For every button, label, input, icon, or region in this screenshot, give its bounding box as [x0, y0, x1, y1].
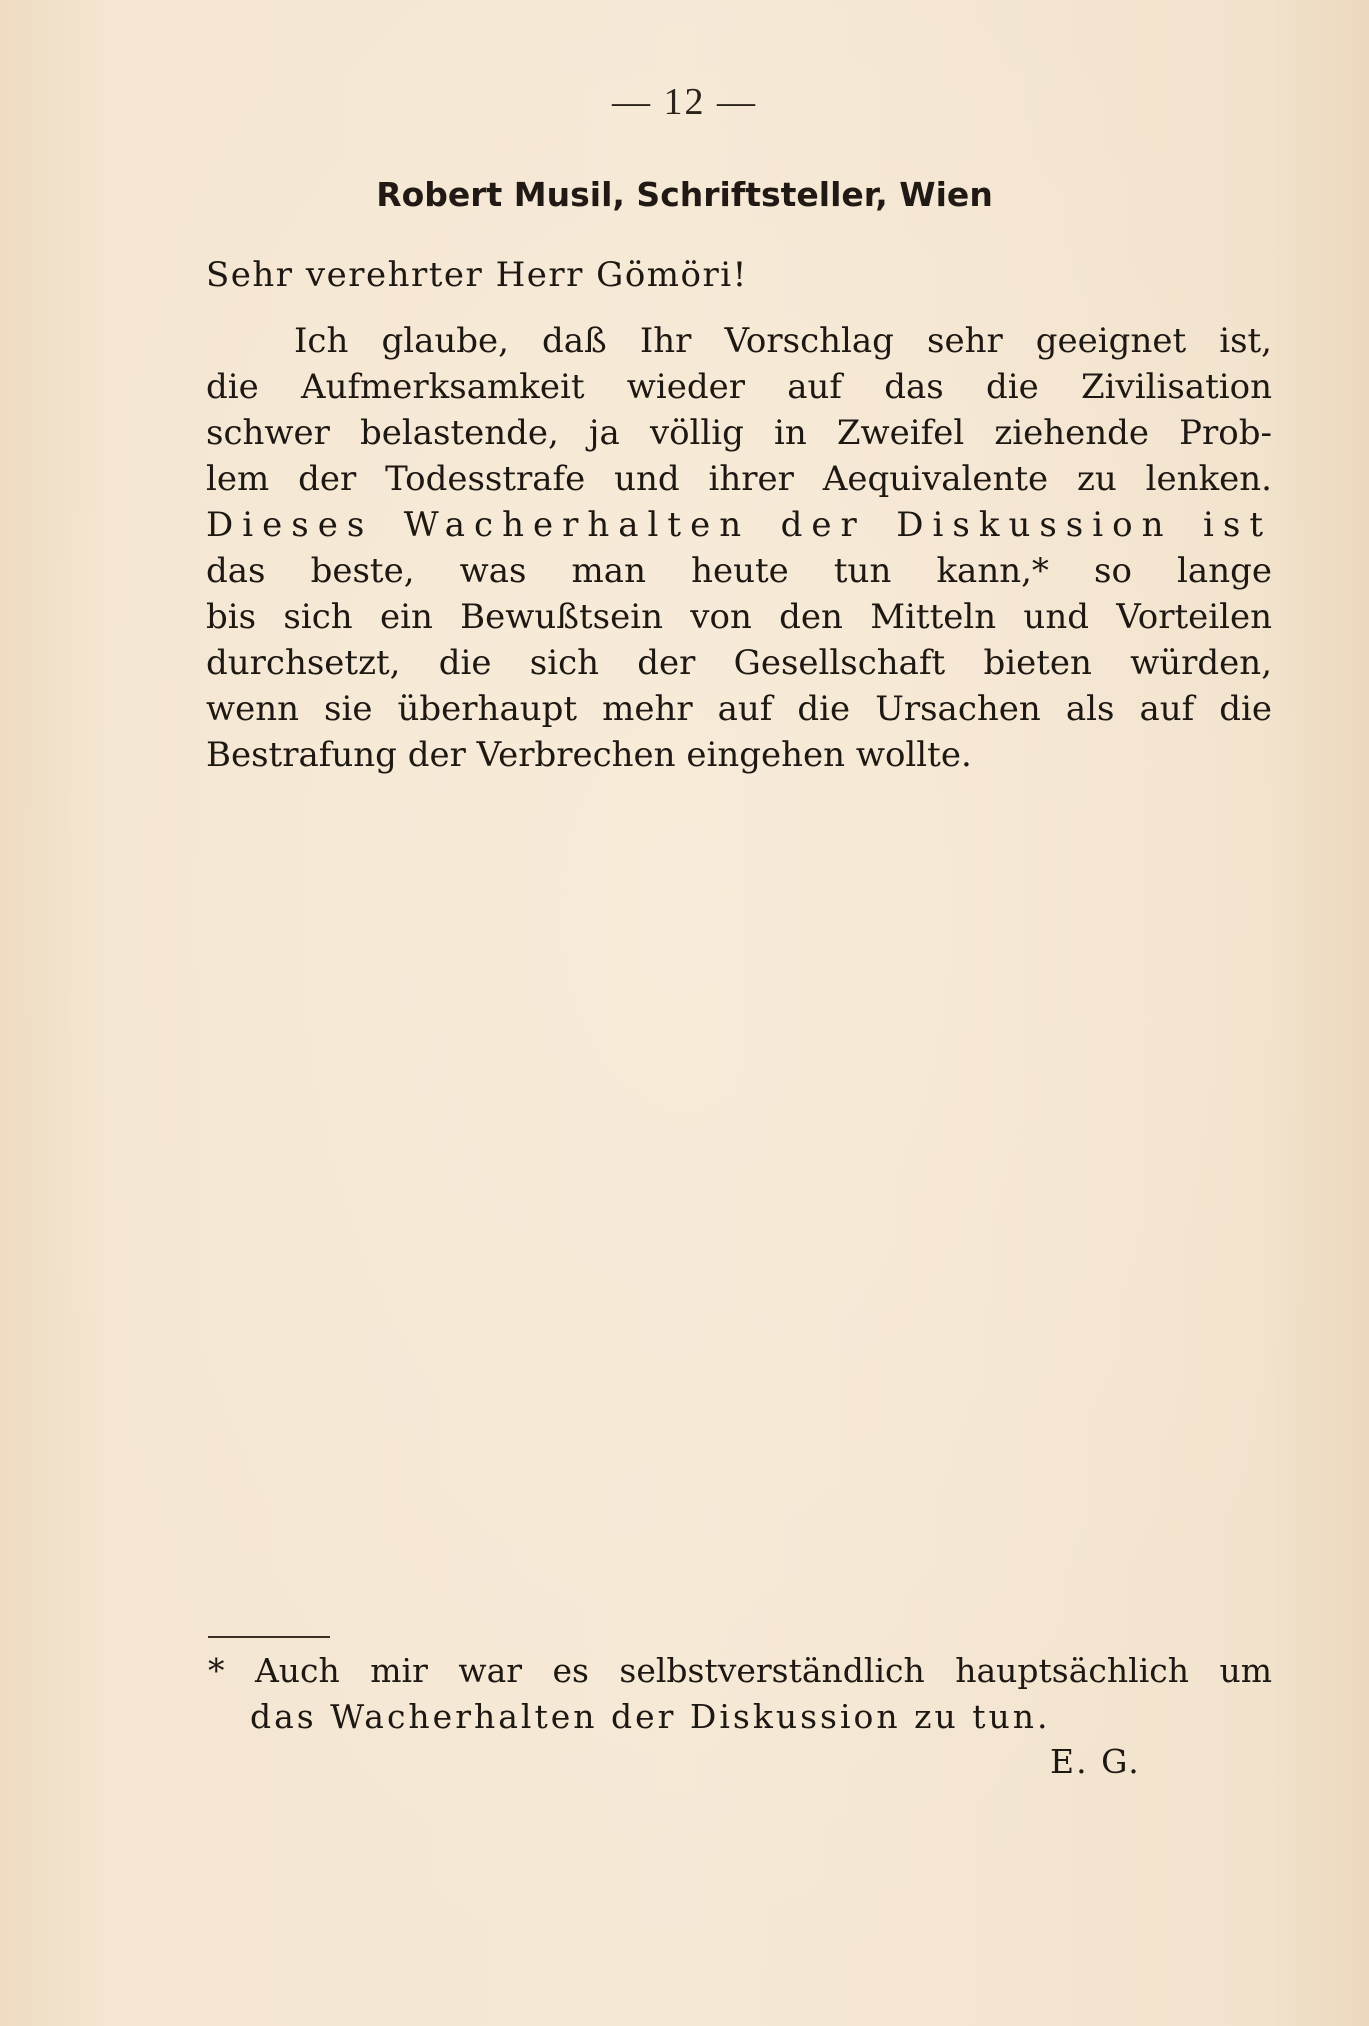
body-line: Dieses Wacherhalten der Diskussion ist	[206, 505, 1272, 545]
footnote-initials: E. G.	[1050, 1742, 1141, 1781]
letter-heading: Robert Musil, Schriftsteller, Wien	[376, 175, 993, 214]
page-number: — 12 —	[612, 81, 757, 123]
body-line: die Aufmerksamkeit wieder auf das die Zivilisation	[206, 367, 1272, 407]
footnote-line: das Wacherhalten der Diskussion zu tun.	[250, 1697, 1051, 1736]
salutation: Sehr verehrter Herr Gömöri!	[206, 255, 748, 295]
body-line: lem der Todesstrafe und ihrer Aequivalente zu lenken.	[206, 459, 1272, 499]
body-line: Ich glaube, daß Ihr Vorschlag sehr geeignet ist,	[294, 321, 1272, 361]
body-line: wenn sie überhaupt mehr auf die Ursachen als auf die	[206, 689, 1272, 729]
body-line: durchsetzt, die sich der Gesellschaft bieten würden,	[206, 643, 1272, 683]
footnote-line: * Auch mir war es selbstverständlich hauptsächlich um	[208, 1651, 1272, 1690]
letter-body	[206, 318, 1272, 778]
body-line: schwer belastende, ja völlig in Zweifel ziehende Prob-	[206, 413, 1272, 453]
body-line: das beste, was man heute tun kann,* so lange	[206, 551, 1272, 591]
footnote	[208, 1648, 1272, 1740]
footnote-rule	[208, 1636, 330, 1638]
body-line: Bestrafung der Verbrechen eingehen wollte.	[206, 735, 972, 775]
body-line: bis sich ein Bewußtsein von den Mitteln und Vorteilen	[206, 597, 1272, 637]
